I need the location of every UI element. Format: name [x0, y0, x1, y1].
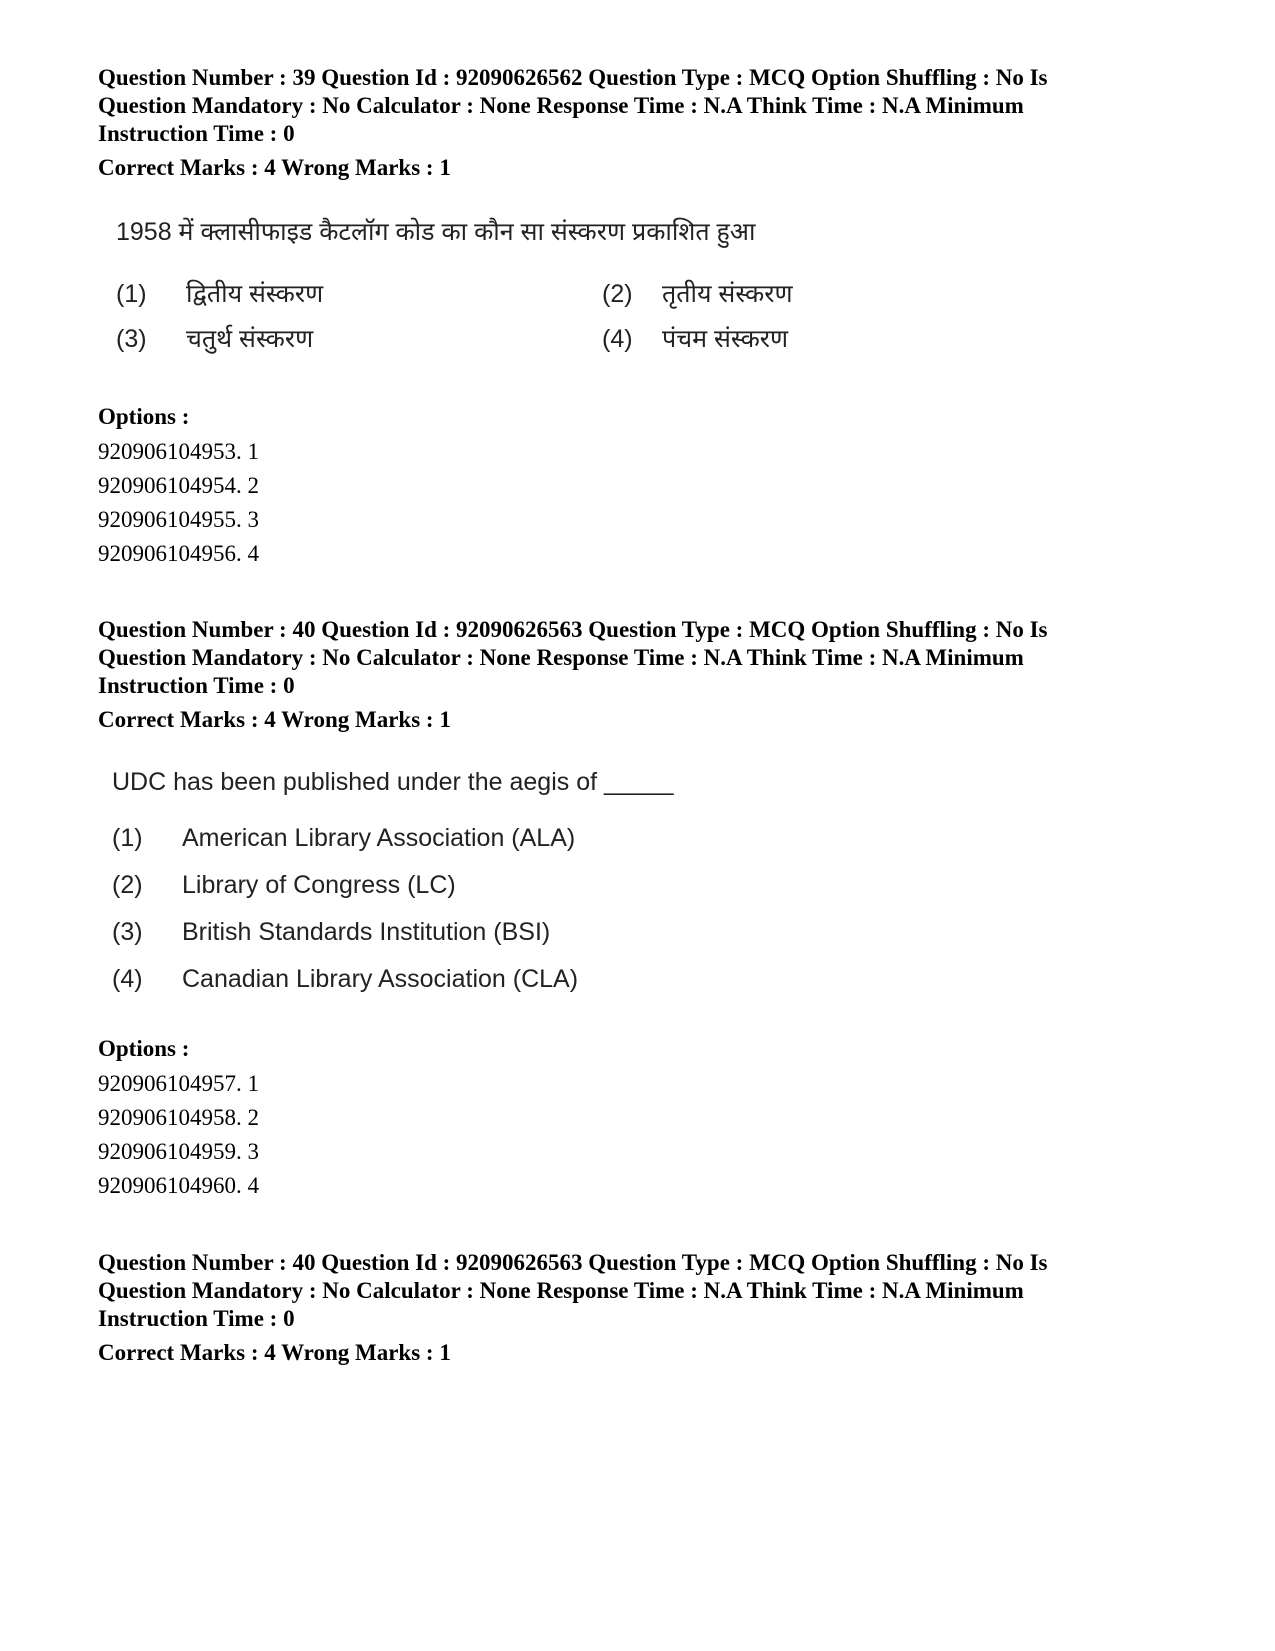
- question-text: 1958 में क्लासीफाइड कैटलॉग कोड का कौन सा संस्करण प्रकाशित हुआ: [116, 218, 756, 246]
- answer-choice: [116, 278, 323, 310]
- choice-number: (4): [602, 325, 633, 353]
- question-meta-line: Question Mandatory : No Calculator : None Response Time : N.A Think Time : N.A Minimum: [98, 645, 1024, 670]
- option-id-line: 920906104959. 3: [98, 1139, 259, 1164]
- question-40-repeat-header: [98, 1249, 1178, 1367]
- question-meta-line: Question Number : 40 Question Id : 92090626563 Question Type : MCQ Option Shuffling : No Is: [98, 617, 1048, 642]
- choice-text: द्वितीय संस्करण: [186, 280, 324, 308]
- question-meta-line: Instruction Time : 0: [98, 121, 295, 146]
- question-meta-line: Instruction Time : 0: [98, 673, 295, 698]
- choice-number: (1): [112, 824, 143, 852]
- question-meta-line: Instruction Time : 0: [98, 1306, 295, 1331]
- answer-choice: [116, 323, 313, 355]
- question-meta-line: Question Mandatory : No Calculator : None Response Time : N.A Think Time : N.A Minimum: [98, 1278, 1024, 1303]
- answer-choice: [112, 869, 456, 901]
- option-id-line: 920906104955. 3: [98, 507, 259, 532]
- answer-choice: [602, 278, 793, 310]
- choice-text: चतुर्थ संस्करण: [186, 325, 314, 353]
- question-39-options: [98, 403, 1178, 571]
- choice-text: American Library Association (ALA): [182, 824, 576, 852]
- answer-choice: [112, 916, 550, 948]
- option-id-line: 920906104957. 1: [98, 1071, 259, 1096]
- question-marks: Correct Marks : 4 Wrong Marks : 1: [98, 1340, 451, 1365]
- choice-text: Canadian Library Association (CLA): [182, 965, 579, 993]
- options-heading: Options :: [98, 404, 190, 429]
- question-39-header: [98, 64, 1178, 182]
- choice-number: (3): [112, 918, 143, 946]
- choice-number: (3): [116, 325, 147, 353]
- option-id-line: 920906104954. 2: [98, 473, 259, 498]
- option-id-line: 920906104953. 1: [98, 439, 259, 464]
- choice-text: Library of Congress (LC): [182, 871, 456, 899]
- question-text: UDC has been published under the aegis of _____: [112, 768, 674, 796]
- choice-number: (2): [112, 871, 143, 899]
- answer-choice: [602, 323, 788, 355]
- question-40-body: [112, 766, 712, 996]
- choice-number: (4): [112, 965, 143, 993]
- answer-choice: [112, 822, 575, 854]
- question-39-body: [116, 216, 876, 366]
- choice-number: (1): [116, 280, 147, 308]
- option-id-line: 920906104956. 4: [98, 541, 259, 566]
- question-40-header: [98, 616, 1178, 734]
- option-id-line: 920906104960. 4: [98, 1173, 259, 1198]
- question-marks: Correct Marks : 4 Wrong Marks : 1: [98, 155, 451, 180]
- question-meta-line: Question Number : 40 Question Id : 92090626563 Question Type : MCQ Option Shuffling : No Is: [98, 1250, 1048, 1275]
- question-meta-line: Question Number : 39 Question Id : 92090626562 Question Type : MCQ Option Shuffling : No Is: [98, 65, 1048, 90]
- choice-number: (2): [602, 280, 633, 308]
- choice-text: British Standards Institution (BSI): [182, 918, 551, 946]
- choice-text: तृतीय संस्करण: [662, 280, 793, 308]
- answer-choice: [112, 963, 578, 995]
- choice-text: पंचम संस्करण: [662, 325, 789, 353]
- question-marks: Correct Marks : 4 Wrong Marks : 1: [98, 707, 451, 732]
- options-heading: Options :: [98, 1036, 190, 1061]
- question-40-options: [98, 1035, 1178, 1203]
- option-id-line: 920906104958. 2: [98, 1105, 259, 1130]
- question-meta-line: Question Mandatory : No Calculator : None Response Time : N.A Think Time : N.A Minimum: [98, 93, 1024, 118]
